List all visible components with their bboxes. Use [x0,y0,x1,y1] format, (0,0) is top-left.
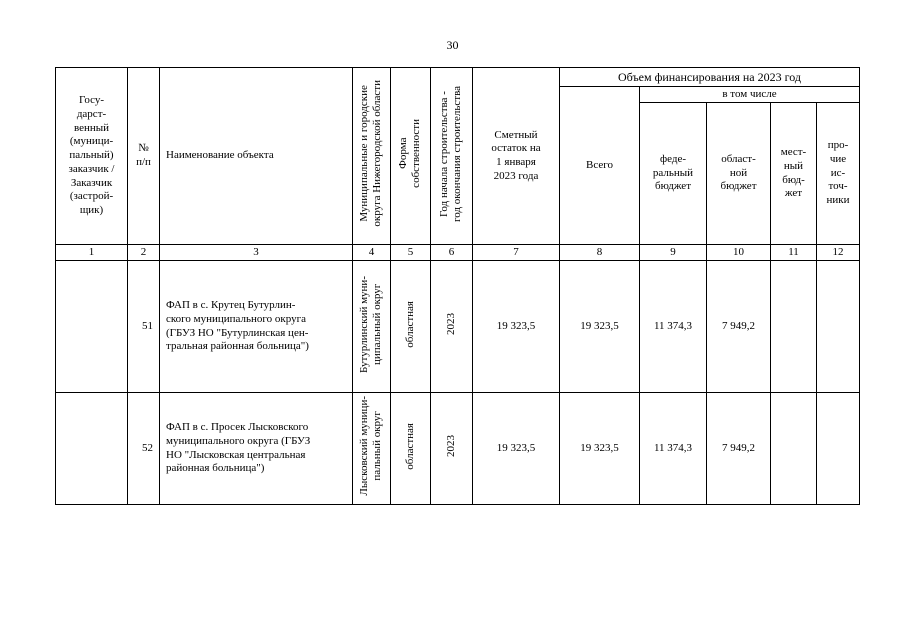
cell-num: 52 [128,393,160,505]
cell-municipality [353,393,391,505]
column-index: 7 [473,245,560,261]
header-regional: област- ной бюджет [707,103,771,245]
cell-federal: 11 374,3 [640,393,707,505]
cell-years-text: 2023 [444,435,457,458]
cell-municipality-text: Бутурлинский муни- ципальный округ [358,275,384,373]
column-index: 2 [128,245,160,261]
header-ownership-text: Форма собственности [397,119,423,189]
cell-federal: 11 374,3 [640,261,707,393]
column-index: 5 [391,245,431,261]
header-num: № п/п [128,68,160,245]
header-other: про- чие ис- точ- ники [817,103,860,245]
cell-years [431,261,473,393]
cell-regional: 7 949,2 [707,261,771,393]
cell-other [817,393,860,505]
cell-ownership [391,261,431,393]
column-index: 10 [707,245,771,261]
cell-ownership-text: областная [403,422,416,470]
cell-total: 19 323,5 [560,261,640,393]
header-customer: Госу- дарст- венный (муници- пальный) заказчик / Заказчик (застрой- щик) [56,68,128,245]
cell-local [771,393,817,505]
financing-table [55,67,860,505]
column-index: 9 [640,245,707,261]
column-index-row [56,245,860,261]
header-financing-group: Объем финансирования на 2023 год [560,68,860,87]
header-years-text: Год начала строительства - год окончания строительства [438,85,464,222]
header-ownership [391,68,431,245]
column-index: 11 [771,245,817,261]
cell-ownership [391,393,431,505]
cell-object-name: ФАП в с. Просек Лысковского муниципального округа (ГБУЗ НО "Лысковская центральная районная больница") [160,393,353,505]
header-municipality-text: Муниципальные и городские округа Нижегородской области [358,80,384,227]
cell-years [431,393,473,505]
column-index: 8 [560,245,640,261]
header-estimated-balance: Сметный остаток на 1 января 2023 года [473,68,560,245]
page-number: 30 [446,38,459,52]
cell-estimated-balance: 19 323,5 [473,261,560,393]
cell-municipality-text: Лысковский муници- пальный округ [358,396,384,496]
cell-object-name: ФАП в с. Крутец Бутурлин- ского муниципального округа (ГБУЗ НО "Бутурлинская цен- тральная районная больница") [160,261,353,393]
column-index: 1 [56,245,128,261]
cell-regional: 7 949,2 [707,393,771,505]
cell-ownership-text: областная [403,300,416,348]
cell-num: 51 [128,261,160,393]
column-index: 12 [817,245,860,261]
header-including: в том числе [640,87,860,103]
header-local: мест- ный бюд- жет [771,103,817,245]
cell-customer [56,261,128,393]
table-row [56,393,860,505]
cell-municipality [353,261,391,393]
header-years [431,68,473,245]
column-index: 6 [431,245,473,261]
header-object-name: Наименование объекта [160,68,353,245]
cell-other [817,261,860,393]
header-federal: феде- ральный бюджет [640,103,707,245]
cell-local [771,261,817,393]
cell-years-text: 2023 [444,313,457,336]
cell-total: 19 323,5 [560,393,640,505]
header-total: Всего [560,87,640,245]
column-index: 4 [353,245,391,261]
cell-estimated-balance: 19 323,5 [473,393,560,505]
column-index: 3 [160,245,353,261]
cell-customer [56,393,128,505]
header-municipality [353,68,391,245]
table-row [56,261,860,393]
